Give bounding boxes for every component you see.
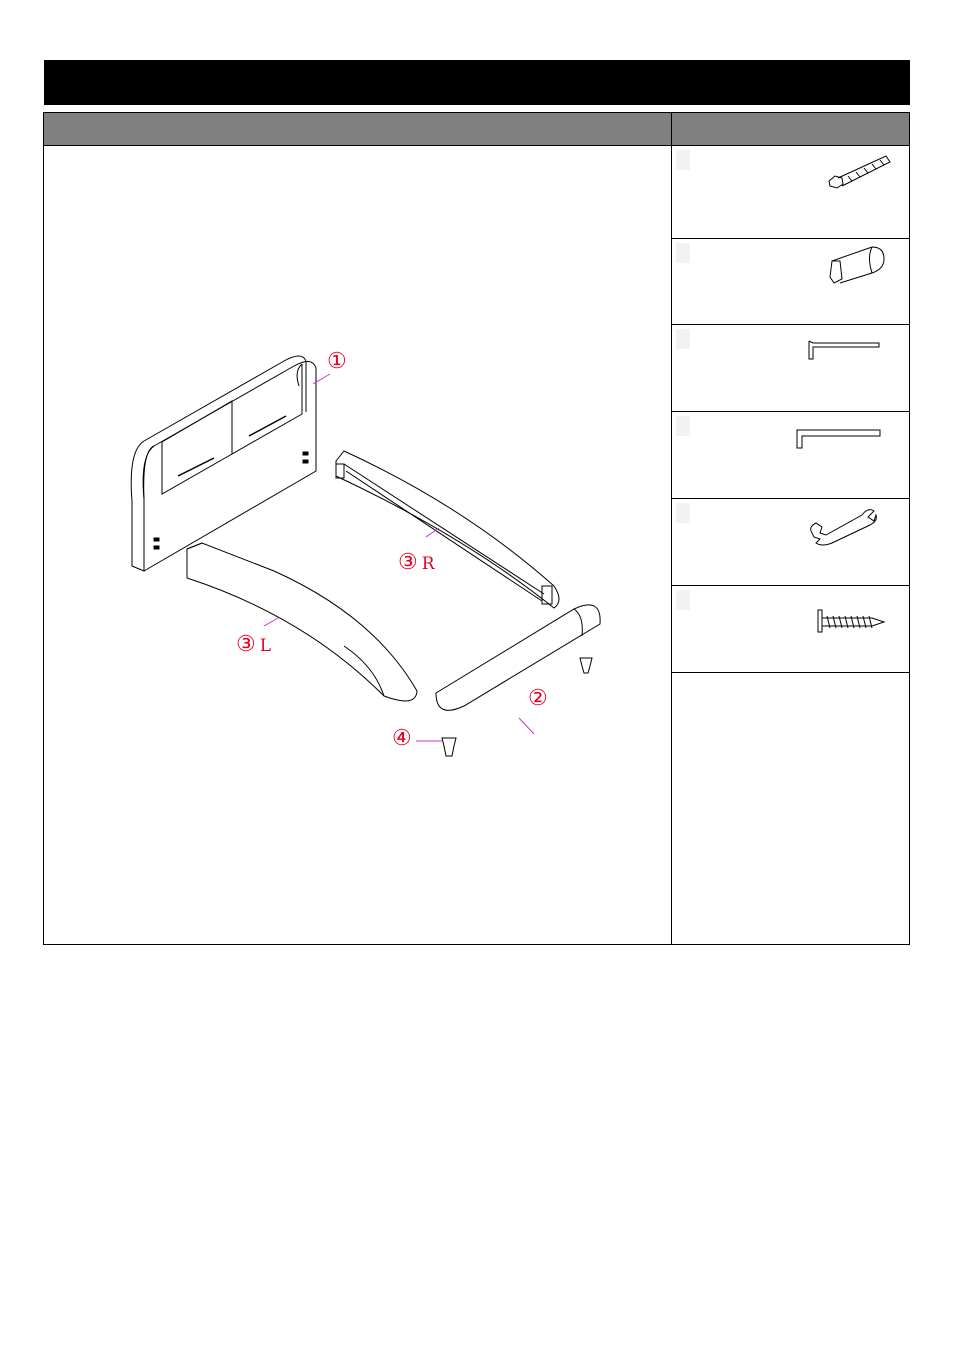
bolt-icon <box>672 146 909 239</box>
callout-right-rail <box>398 550 435 575</box>
headboard-part <box>131 356 316 571</box>
callout-number: ③ <box>236 632 256 657</box>
footboard-part <box>436 605 600 710</box>
hardware-item <box>672 499 909 586</box>
step-header <box>44 113 672 146</box>
spanner-icon <box>672 499 909 586</box>
callout-left-rail <box>236 632 271 657</box>
wood-screw-icon <box>672 586 909 673</box>
leg-part <box>442 658 592 756</box>
callout-number: ④ <box>392 726 412 751</box>
assembly-diagram-cell <box>44 146 672 944</box>
callout-suffix: L <box>259 636 272 656</box>
instruction-table <box>43 112 910 945</box>
small-allen-key-icon <box>672 325 909 412</box>
left-side-rail-part <box>187 543 417 701</box>
hardware-item <box>672 412 909 499</box>
bed-exploded-diagram <box>44 146 672 944</box>
callout-leg <box>392 726 412 751</box>
title-bar <box>44 60 910 105</box>
right-side-rail-part <box>336 451 559 608</box>
callout-number: ③ <box>398 550 418 575</box>
callout-footboard <box>528 686 548 711</box>
hardware-item <box>672 586 909 673</box>
barrel-nut-icon <box>672 239 909 325</box>
hardware-item <box>672 239 909 325</box>
callout-number: ① <box>327 349 347 374</box>
hardware-item <box>672 146 909 239</box>
hardware-header <box>672 113 909 146</box>
callout-number: ② <box>528 686 548 711</box>
large-allen-key-icon <box>672 412 909 499</box>
callout-headboard <box>327 349 347 374</box>
hardware-item <box>672 325 909 412</box>
callout-suffix: R <box>421 554 435 574</box>
